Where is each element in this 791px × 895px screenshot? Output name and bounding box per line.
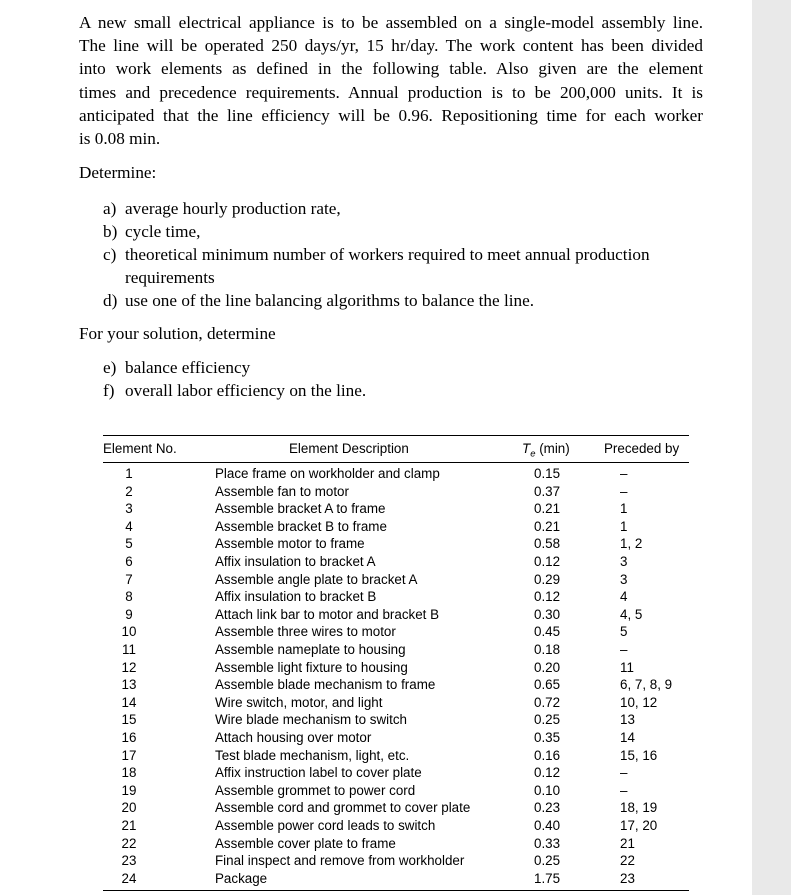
element-description-cell: Package	[215, 870, 268, 886]
preceded-by-cell: 5	[620, 624, 628, 640]
task-marker: d)	[103, 291, 118, 310]
element-time-cell: 0.23	[534, 800, 561, 816]
element-description-cell: Wire blade mechanism to switch	[215, 712, 408, 728]
element-description-cell: Assemble bracket A to frame	[215, 501, 386, 517]
table-row	[103, 518, 689, 536]
task-marker: a)	[103, 199, 117, 218]
preceded-by-cell: 6, 7, 8, 9	[620, 677, 673, 693]
preceded-by-cell: 1, 2	[620, 536, 643, 552]
preceded-by-cell: 13	[620, 712, 635, 728]
element-description-cell: Assemble cord and grommet to cover plate	[215, 800, 471, 816]
preceded-by-cell: 3	[620, 571, 628, 587]
element-number-cell: 7	[125, 571, 133, 587]
element-number-cell: 19	[121, 782, 137, 798]
element-time-cell: 0.29	[534, 571, 561, 587]
element-time-cell: 0.58	[534, 536, 561, 552]
element-time-cell: 0.45	[534, 624, 561, 640]
preceded-by-cell: 1	[620, 518, 628, 534]
element-number-cell: 24	[121, 870, 137, 886]
task-text: use one of the line balancing algorithms to balance the line.	[125, 291, 535, 310]
element-description-cell: Place frame on workholder and clamp	[215, 466, 440, 481]
preceded-by-cell: 17, 20	[620, 818, 658, 833]
element-number-cell: 12	[121, 659, 137, 675]
element-number-cell: 6	[125, 554, 133, 569]
task-text: overall labor efficiency on the line.	[125, 381, 367, 400]
table-row	[103, 588, 689, 606]
element-time-cell: 0.37	[534, 483, 561, 499]
element-time-cell: 0.15	[534, 466, 561, 481]
element-time-cell: 0.21	[534, 518, 561, 534]
element-time-cell: 0.12	[534, 765, 561, 781]
preceded-by-cell: 10, 12	[620, 694, 658, 710]
element-time-cell: 1.75	[534, 870, 561, 886]
preceded-by-cell: –	[620, 642, 628, 657]
element-description-cell: Assemble motor to frame	[215, 536, 365, 552]
solution-task-list	[103, 356, 703, 402]
element-description-cell: Attach housing over motor	[215, 730, 372, 745]
element-description-cell: Assemble bracket B to frame	[215, 518, 387, 534]
preceded-by-cell: –	[620, 483, 628, 499]
problem-line: The line will be operated 250 days/yr, 15 hr/day. The work content has been divided	[79, 36, 703, 56]
element-time-cell: 0.30	[534, 606, 561, 622]
element-number-cell: 21	[121, 818, 137, 833]
preceded-by-cell: 23	[620, 870, 635, 886]
element-number-cell: 20	[121, 800, 137, 816]
problem-statement	[79, 11, 703, 150]
element-description-cell: Affix instruction label to cover plate	[215, 765, 422, 781]
element-description-cell: Final inspect and remove from workholder	[215, 853, 465, 869]
element-description-cell: Wire switch, motor, and light	[215, 694, 383, 710]
element-number-cell: 9	[125, 606, 133, 622]
element-number-cell: 18	[121, 765, 137, 781]
task-text: average hourly production rate,	[125, 199, 341, 218]
element-time-cell: 0.21	[534, 501, 561, 517]
element-time-cell: 0.33	[534, 835, 561, 851]
table-row	[103, 535, 689, 553]
table-row	[103, 799, 689, 817]
table-header-rule	[103, 462, 689, 463]
preceded-by-cell: 15, 16	[620, 747, 658, 763]
element-description-cell: Assemble blade mechanism to frame	[215, 677, 436, 693]
table-bottom-rule	[103, 890, 689, 891]
preceded-by-cell: 14	[620, 730, 635, 745]
element-number-cell: 5	[125, 536, 133, 552]
element-description-cell: Assemble cover plate to frame	[215, 835, 396, 851]
preceded-by-cell: 11	[620, 659, 634, 675]
table-row	[103, 500, 689, 518]
problem-line: times and precedence requirements. Annual production is to be 200,000 units. It is	[79, 82, 703, 102]
table-top-rule	[103, 435, 689, 436]
element-number-cell: 17	[121, 747, 137, 763]
preceded-by-cell: 4	[620, 589, 628, 605]
element-time-cell: 0.25	[534, 712, 561, 728]
element-number-cell: 1	[125, 466, 133, 481]
preceded-by-cell: 1	[620, 501, 628, 517]
element-number-cell: 23	[121, 853, 137, 869]
table-row	[103, 835, 689, 853]
table-row	[103, 465, 689, 483]
solution-task-item	[103, 379, 703, 402]
element-number-cell: 16	[121, 730, 137, 745]
preceded-by-cell: –	[620, 765, 628, 781]
element-description-cell: Affix insulation to bracket B	[215, 589, 377, 605]
element-time-cell: 0.72	[534, 694, 561, 710]
element-description-cell: Assemble three wires to motor	[215, 624, 396, 640]
element-description-cell: Attach link bar to motor and bracket B	[215, 606, 440, 622]
table-row	[103, 764, 689, 782]
element-number-cell: 22	[121, 835, 137, 851]
problem-line: A new small electrical appliance is to be assembled on a single-model assembly line.	[79, 13, 703, 32]
element-time-cell: 0.40	[534, 818, 561, 833]
table-row	[103, 694, 689, 712]
table-row	[103, 870, 689, 888]
task-text: cycle time,	[125, 222, 201, 241]
element-time-cell: 0.18	[534, 642, 561, 657]
preceded-by-cell: 22	[620, 853, 635, 869]
element-time-cell: 0.12	[534, 554, 561, 569]
solution-task-item	[103, 356, 703, 379]
header-te-symbol: T	[522, 441, 531, 456]
task-text-continued: requirements	[125, 268, 215, 287]
element-time-cell: 0.20	[534, 659, 561, 675]
table-row	[103, 623, 689, 641]
element-number-cell: 4	[125, 518, 133, 534]
problem-line: is 0.08 min.	[79, 129, 161, 149]
preceded-by-cell: 3	[620, 554, 628, 569]
preceded-by-cell: –	[620, 782, 628, 798]
preceded-by-cell: 18, 19	[620, 800, 658, 816]
element-description-cell: Assemble fan to motor	[215, 483, 349, 499]
element-description-cell: Assemble light fixture to housing	[215, 659, 408, 675]
preceded-by-cell: –	[620, 466, 628, 481]
task-marker: f)	[103, 381, 115, 400]
element-time-cell: 0.16	[534, 747, 561, 763]
element-number-cell: 8	[125, 589, 133, 605]
header-te-subscript: e	[530, 448, 536, 460]
element-number-cell: 10	[121, 624, 137, 640]
table-row	[103, 852, 689, 870]
element-number-cell: 13	[121, 677, 137, 693]
element-description-cell: Assemble power cord leads to switch	[215, 818, 436, 833]
element-time-cell: 0.35	[534, 730, 561, 745]
task-item	[103, 289, 703, 312]
element-time-cell: 0.12	[534, 589, 561, 605]
problem-line: into work elements as defined in the following table. Also given are the element	[79, 59, 703, 79]
header-element-description: Element Description	[289, 441, 409, 456]
header-te-unit: (min)	[535, 441, 570, 456]
task-marker: e)	[103, 358, 117, 377]
task-text: balance efficiency	[125, 358, 251, 377]
element-description-cell: Assemble nameplate to housing	[215, 642, 406, 657]
task-marker: b)	[103, 222, 118, 241]
element-time-cell: 0.10	[534, 782, 561, 798]
element-time-cell: 0.65	[534, 677, 561, 693]
header-element-time	[522, 441, 570, 460]
element-number-cell: 14	[121, 694, 137, 710]
task-item	[103, 243, 703, 289]
table-row	[103, 553, 689, 571]
solution-label: For your solution, determine	[79, 324, 276, 343]
task-item	[103, 197, 703, 220]
header-preceded-by: Preceded by	[604, 441, 680, 456]
table-row	[103, 641, 689, 659]
element-time-cell: 0.25	[534, 853, 561, 869]
table-row	[103, 782, 689, 800]
table-row	[103, 676, 689, 694]
element-description-cell: Assemble grommet to power cord	[215, 782, 416, 798]
preceded-by-cell: 4, 5	[620, 606, 643, 622]
task-marker: c)	[103, 245, 117, 264]
table-row	[103, 606, 689, 624]
header-element-no: Element No.	[103, 441, 177, 456]
preceded-by-cell: 21	[620, 835, 635, 851]
table-row	[103, 729, 689, 747]
element-description-cell: Test blade mechanism, light, etc.	[215, 747, 410, 763]
table-row	[103, 747, 689, 765]
table-row	[103, 817, 689, 835]
task-list	[103, 197, 703, 312]
table-row	[103, 571, 689, 589]
element-number-cell: 11	[122, 642, 136, 657]
determine-label: Determine:	[79, 163, 157, 182]
element-number-cell: 3	[125, 501, 133, 517]
element-number-cell: 15	[121, 712, 137, 728]
table-row	[103, 711, 689, 729]
table-row	[103, 483, 689, 501]
element-description-cell: Affix insulation to bracket A	[215, 554, 376, 569]
task-text: theoretical minimum number of workers required to meet annual production	[125, 245, 650, 264]
element-description-cell: Assemble angle plate to bracket A	[215, 571, 418, 587]
task-item	[103, 220, 703, 243]
problem-line: anticipated that the line efficiency will be 0.96. Repositioning time for each worker	[79, 105, 703, 125]
element-number-cell: 2	[125, 483, 133, 499]
table-row	[103, 659, 689, 677]
